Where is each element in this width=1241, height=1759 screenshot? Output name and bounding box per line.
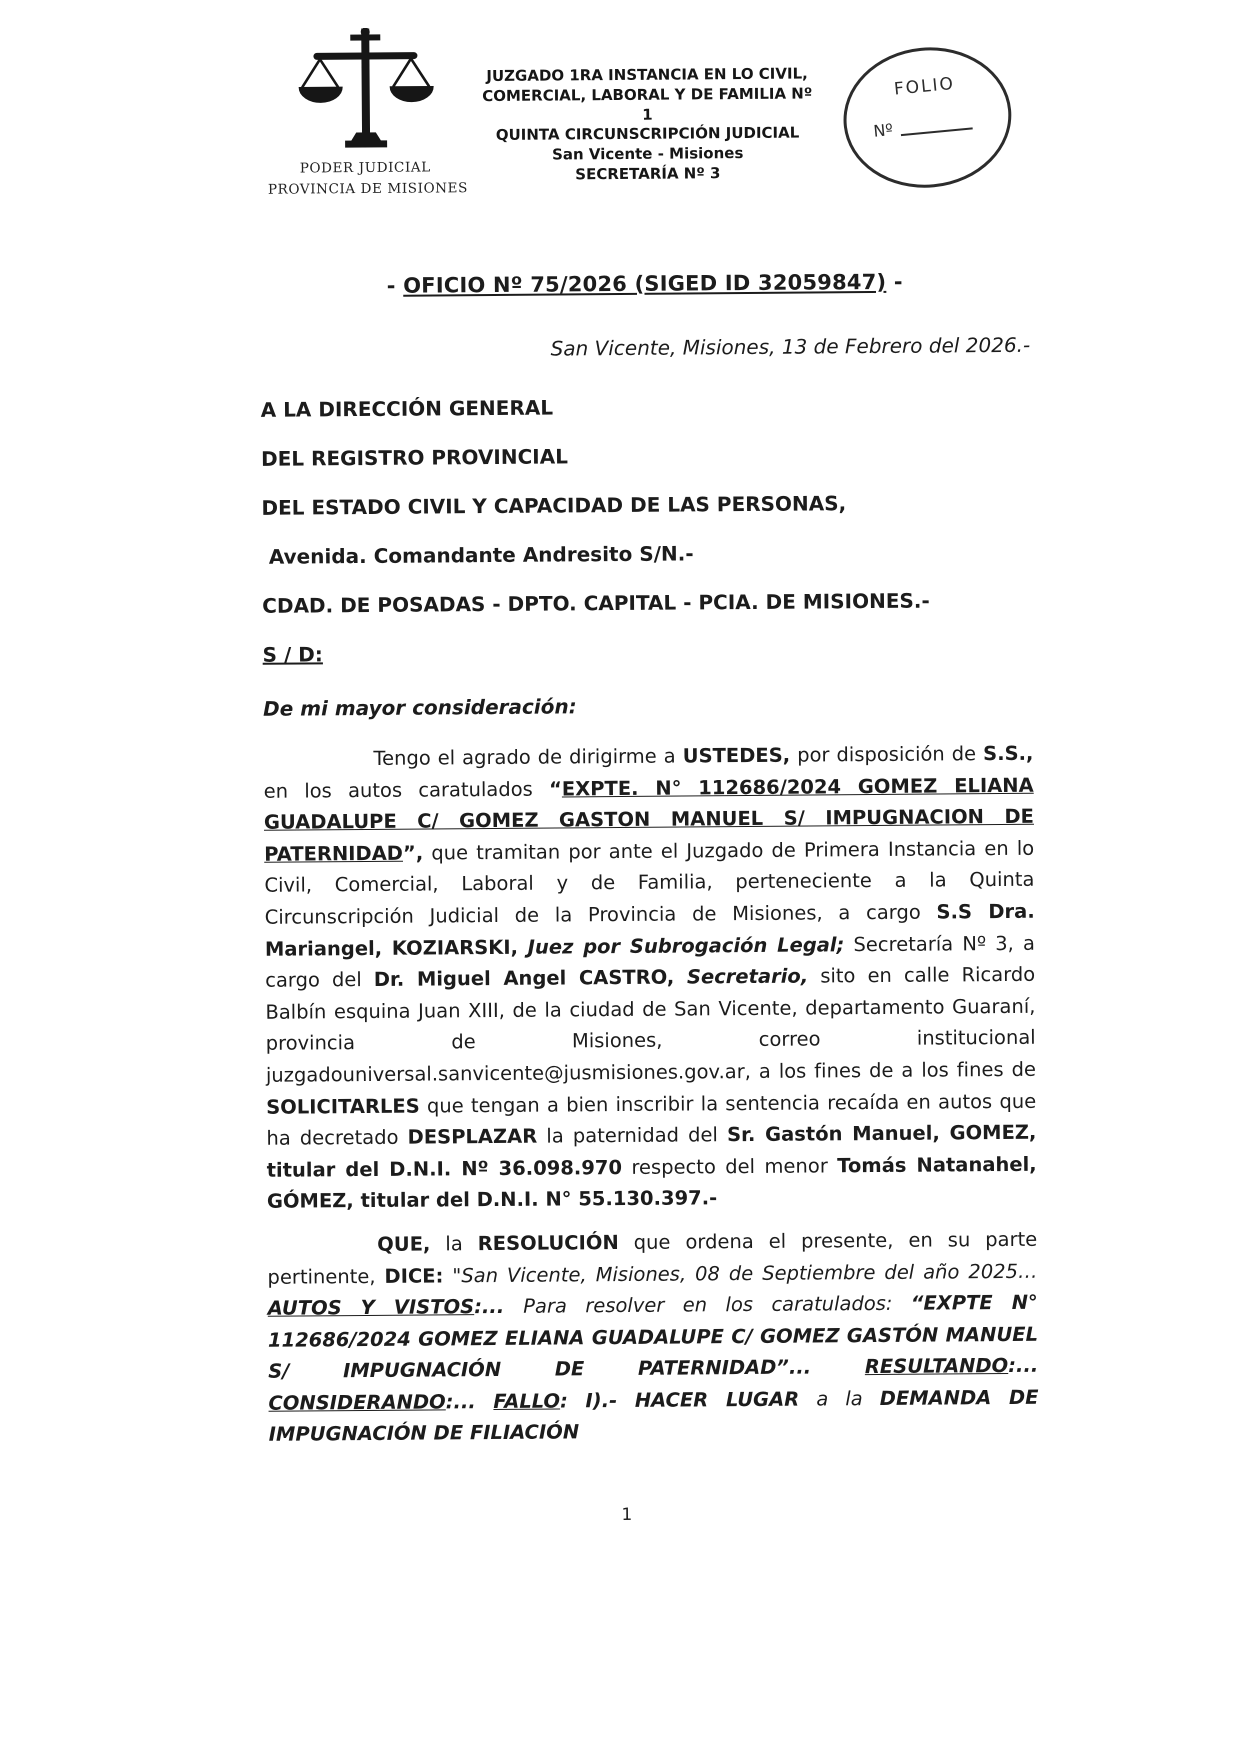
recipient-line-5: CDAD. DE POSADAS - DPTO. CAPITAL - PCIA. DE MISIONES.- bbox=[262, 588, 930, 618]
folio-number-label: Nº bbox=[872, 119, 894, 141]
logo-caption-line-2: PROVINCIA DE MISIONES bbox=[267, 180, 468, 198]
greeting-line: De mi mayor consideración: bbox=[262, 694, 577, 721]
court-heading-line-2: COMERCIAL, LABORAL Y DE FAMILIA Nº 1 bbox=[482, 84, 813, 124]
folio-number-blank-line bbox=[900, 127, 972, 136]
court-heading-line-1: JUZGADO 1RA INSTANCIA EN LO CIVIL, bbox=[486, 64, 808, 86]
court-heading-line-5: SECRETARÍA Nº 3 bbox=[575, 164, 721, 184]
logo-caption-line-1: PODER JUDICIAL bbox=[299, 159, 431, 177]
recipient-line-2: DEL REGISTRO PROVINCIAL bbox=[260, 444, 568, 471]
court-heading bbox=[478, 64, 817, 185]
folio-stamp-title: FOLIO bbox=[893, 73, 956, 100]
page-number: 1 bbox=[621, 1504, 633, 1526]
document-title-prefix: - bbox=[386, 273, 404, 298]
document-title-main: OFICIO Nº 75/2026 (SIGED ID 32059847) bbox=[403, 269, 887, 298]
body-paragraph-1: Tengo el agrado de dirigirme a USTEDES, por disposición de S.S., en los autos caratulados “EXPTE. N° 112686/2024 GOMEZ ELIANA GUADALUPE C/ GOMEZ GASTON MANUEL S/ IMPUGNACION DE PATERNIDAD”, que tramitan por ante el Juzgado de Primera Instancia en lo Civil, Comercial, Laboral y de Familia, perteneciente a la Quinta Circunscripción Judicial de la Provincia de Misiones, a cargo S.S Dra. Mariangel, KOZIARSKI, Juez por Subrogación Legal; Secretaría Nº 3, a cargo del Dr. Miguel Angel CASTRO, Secretario, sito en calle Ricardo Balbín esquina Juan XIII, de la ciudad de San Vicente, departamento Guaraní, provincia de Misiones, correo institucional juzgadouniversal.sanvicente@jusmisiones.gov.ar, a los fines de a los fines de SOLICITARLES que tengan a bien inscribir la sentencia recaída en autos que ha decretado DESPLAZAR la paternidad del Sr. Gastón Manuel, GOMEZ, titular del D.N.I. Nº 36.098.970 respecto del menor Tomás Natanahel, GÓMEZ, titular del D.N.I. N° 55.130.397.- bbox=[263, 741, 1037, 1214]
poder-judicial-logo bbox=[267, 27, 468, 200]
letter-content bbox=[260, 269, 1039, 1451]
court-heading-line-3: QUINTA CIRCUNSCRIPCIÓN JUDICIAL bbox=[495, 123, 800, 145]
recipient-line-3: DEL ESTADO CIVIL Y CAPACIDAD DE LAS PERSONAS, bbox=[261, 491, 847, 520]
court-heading-line-4: San Vicente - Misiones bbox=[551, 144, 744, 164]
recipient-block bbox=[261, 393, 1033, 667]
body-paragraph-2: QUE, la RESOLUCIÓN que ordena el presente, en su parte pertinente, DICE: "San Vicente, Misiones, 08 de Septiembre del año 2025… AUTOS Y VISTOS:... Para resolver en los caratulados: “EXPTE N° 112686/2024 GOMEZ ELIANA GUADALUPE C/ GOMEZ GASTÓN MANUEL S/ IMPUGNACIÓN DE PATERNIDAD”... RESULTANDO:... CONSIDERANDO:... FALLO: I).- HACER LUGAR a la DEMANDA DE IMPUGNACIÓN DE FILIACIÓN bbox=[267, 1227, 1039, 1447]
salutation: S / D: bbox=[262, 642, 323, 667]
recipient-line-1: A LA DIRECCIÓN GENERAL bbox=[260, 395, 554, 422]
folio-stamp bbox=[837, 40, 1018, 195]
folio-number bbox=[873, 109, 1010, 141]
recipient-line-4: Avenida. Comandante Andresito S/N.- bbox=[261, 541, 694, 569]
scales-of-justice-icon bbox=[267, 27, 463, 155]
document-title-suffix: - bbox=[886, 269, 903, 294]
dateline: San Vicente, Misiones, 13 de Febrero del 2026.- bbox=[550, 332, 1031, 361]
document-title bbox=[260, 269, 1030, 299]
